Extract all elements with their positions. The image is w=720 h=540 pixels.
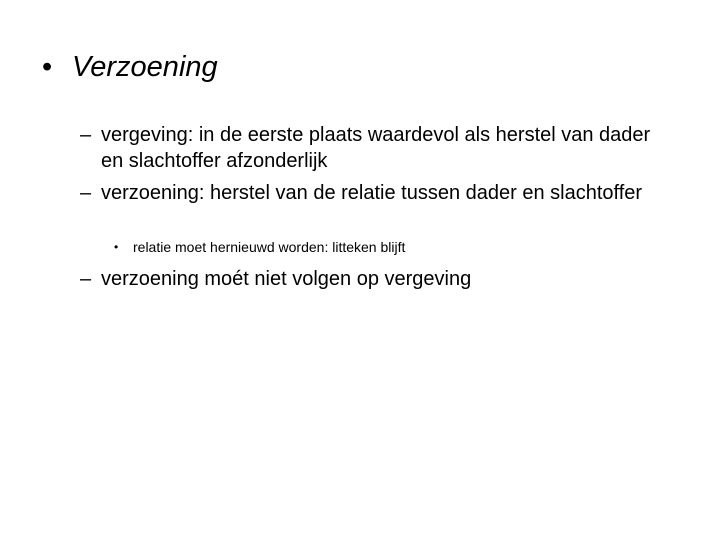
item-text: verzoening: herstel van de relatie tussen dader en slachtoffer [101,182,643,204]
sub-item-text: relatie moet hernieuwd worden: litteken blijft [133,239,406,255]
bullet-item-vergeving [80,122,661,174]
item-text: vergeving: in de eerste plaats waardevol als herstel van dader en slachtoffer afzonderlijk [101,124,651,172]
bullet-item-verzoening [80,180,661,206]
heading-text: Verzoening [72,51,218,83]
heading-bullet: • [42,51,53,83]
item-text: verzoening moét niet volgen op vergeving [101,268,472,290]
item-dash: – [80,268,92,290]
sub-bullet-item-litteken [114,238,405,256]
item-dash: – [80,124,92,146]
slide-heading [42,50,218,84]
item-dash: – [80,182,92,204]
bullet-item-niet-volgen [80,266,661,292]
sub-item-bullet: • [114,240,119,254]
